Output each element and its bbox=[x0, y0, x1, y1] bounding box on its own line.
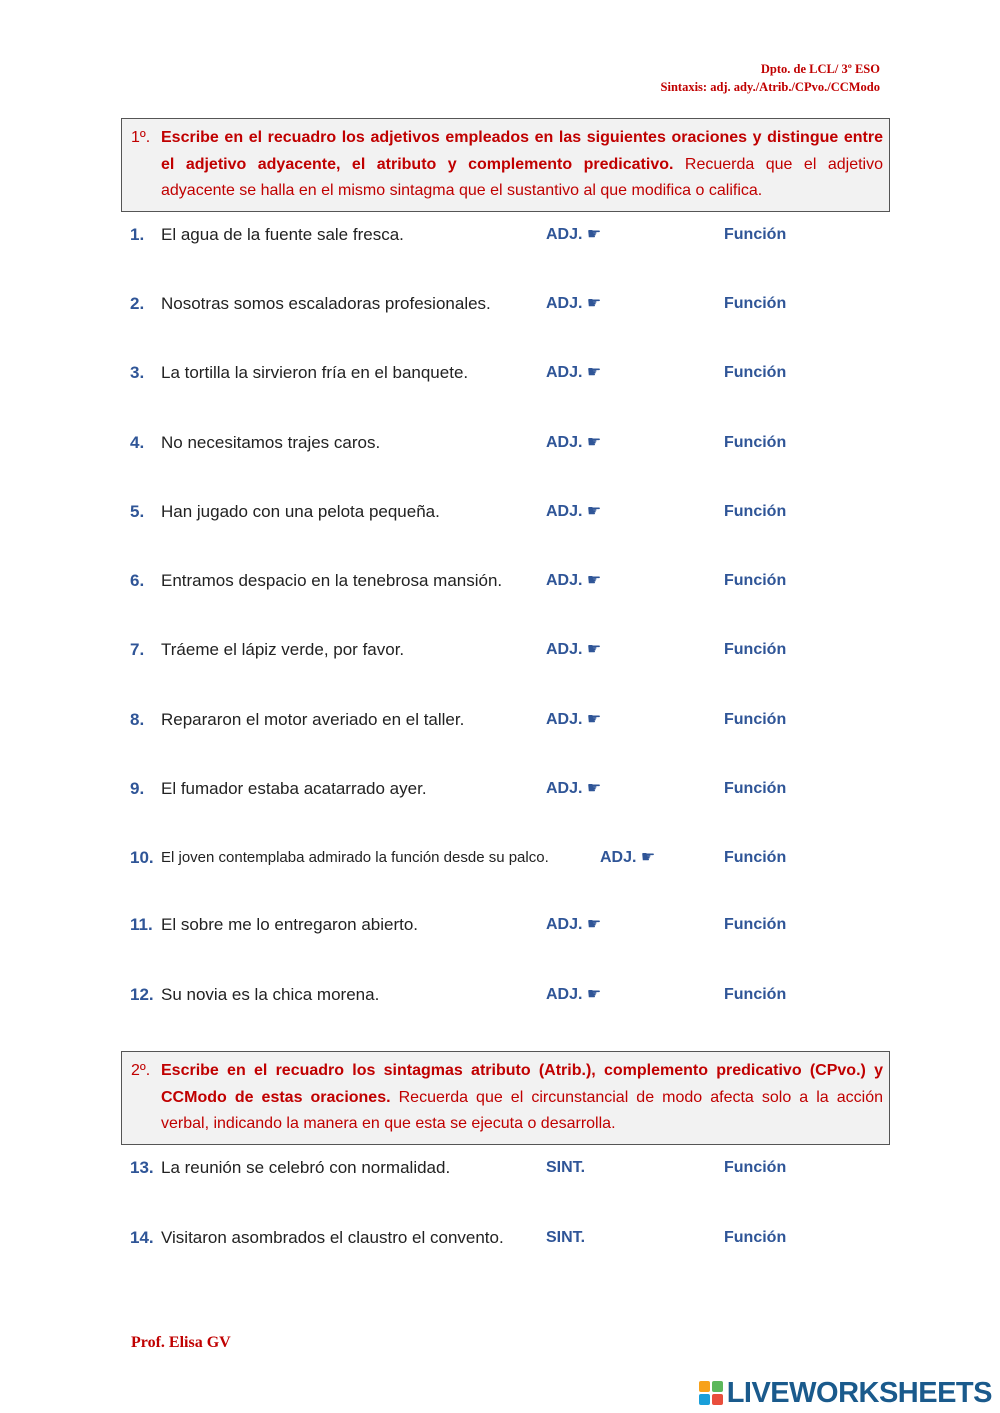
list-item bbox=[130, 361, 890, 385]
liveworksheets-icon bbox=[699, 1381, 723, 1405]
function-answer-field[interactable]: Función bbox=[724, 986, 787, 1003]
instruction-text bbox=[161, 125, 883, 205]
item-sentence: El joven contemplaba admirado la función desde su palco. bbox=[161, 849, 549, 866]
instruction-plain: Recuerda que el adjetivo adyacente se halla en el mismo sintagma que el sustantivo al que modifica o califica. bbox=[161, 155, 883, 199]
adj-answer-field[interactable]: ADJ. ☛ bbox=[546, 295, 602, 312]
item-number: 3. bbox=[130, 363, 145, 382]
item-number: 7. bbox=[130, 640, 145, 659]
liveworksheets-text: LIVEWORKSHEETS bbox=[726, 1376, 992, 1409]
item-number: 1. bbox=[130, 225, 145, 244]
liveworksheets-logo[interactable] bbox=[699, 1377, 992, 1409]
function-answer-field[interactable]: Función bbox=[724, 503, 787, 520]
item-sentence: Tráeme el lápiz verde, por favor. bbox=[161, 640, 405, 659]
sint-answer-field[interactable]: SINT. bbox=[546, 1229, 586, 1246]
adj-answer-field[interactable]: ADJ. ☛ bbox=[600, 849, 656, 866]
instruction-text bbox=[161, 1058, 883, 1138]
item-sentence: Nosotras somos escaladoras profesionales. bbox=[161, 294, 491, 313]
function-answer-field[interactable]: Función bbox=[724, 641, 787, 658]
instruction-bold: Escribe en el recuadro los sintagmas atributo (Atrib.), complemento predicativo (CPvo.) y CCModo de estas oraciones. bbox=[161, 1062, 883, 1106]
list-item bbox=[130, 983, 890, 1007]
list-item bbox=[130, 1226, 890, 1250]
header-department: Dpto. de LCL/ 3º ESO bbox=[760, 62, 880, 76]
adj-answer-field[interactable]: ADJ. ☛ bbox=[546, 434, 602, 451]
function-answer-field[interactable]: Función bbox=[724, 916, 787, 933]
instructions-box-2 bbox=[121, 1051, 890, 1145]
function-answer-field[interactable]: Función bbox=[724, 226, 787, 243]
list-item bbox=[130, 708, 890, 732]
item-sentence: Han jugado con una pelota pequeña. bbox=[161, 502, 440, 521]
function-answer-field[interactable]: Función bbox=[724, 364, 787, 381]
item-number: 9. bbox=[130, 779, 145, 798]
item-sentence: Su novia es la chica morena. bbox=[161, 985, 380, 1004]
item-number: 14. bbox=[130, 1228, 154, 1247]
instruction-number: 2º. bbox=[131, 1062, 151, 1079]
list-item bbox=[130, 431, 890, 455]
adj-answer-field[interactable]: ADJ. ☛ bbox=[546, 711, 602, 728]
author-footer: Prof. Elisa GV bbox=[131, 1334, 231, 1351]
function-answer-field[interactable]: Función bbox=[724, 711, 787, 728]
function-answer-field[interactable]: Función bbox=[724, 434, 787, 451]
header-topic: Sintaxis: adj. ady./Atrib./CPvo./CCModo bbox=[660, 80, 880, 94]
function-answer-field[interactable]: Función bbox=[724, 1229, 787, 1246]
adj-answer-field[interactable]: ADJ. ☛ bbox=[546, 780, 602, 797]
function-answer-field[interactable]: Función bbox=[724, 780, 787, 797]
adj-answer-field[interactable]: ADJ. ☛ bbox=[546, 641, 602, 658]
item-number: 10. bbox=[130, 848, 154, 867]
function-answer-field[interactable]: Función bbox=[724, 572, 787, 589]
item-sentence: El sobre me lo entregaron abierto. bbox=[161, 915, 419, 934]
item-sentence: La reunión se celebró con normalidad. bbox=[161, 1158, 451, 1177]
item-number: 5. bbox=[130, 502, 145, 521]
list-item bbox=[130, 1156, 890, 1180]
function-answer-field[interactable]: Función bbox=[724, 295, 787, 312]
item-number: 2. bbox=[130, 294, 145, 313]
instruction-plain: Recuerda que el circunstancial de modo afecta solo a la acción verbal, indicando la manera en que esta se ejecuta o desarrolla. bbox=[161, 1088, 884, 1132]
item-number: 8. bbox=[130, 710, 145, 729]
list-item bbox=[130, 777, 890, 801]
list-item bbox=[130, 223, 890, 247]
item-sentence: El fumador estaba acatarrado ayer. bbox=[161, 779, 427, 798]
item-sentence: Visitaron asombrados el claustro el convento. bbox=[161, 1228, 504, 1247]
item-sentence: La tortilla la sirvieron fría en el banquete. bbox=[161, 363, 469, 382]
instruction-number: 1º. bbox=[131, 129, 151, 146]
instructions-box-1 bbox=[121, 118, 890, 212]
item-sentence: El agua de la fuente sale fresca. bbox=[161, 225, 404, 244]
item-number: 13. bbox=[130, 1158, 154, 1177]
item-sentence: Repararon el motor averiado en el taller. bbox=[161, 710, 465, 729]
adj-answer-field[interactable]: ADJ. ☛ bbox=[546, 503, 602, 520]
list-item bbox=[130, 913, 890, 937]
item-number: 12. bbox=[130, 985, 154, 1004]
adj-answer-field[interactable]: ADJ. ☛ bbox=[546, 226, 602, 243]
list-item bbox=[130, 569, 890, 593]
adj-answer-field[interactable]: ADJ. ☛ bbox=[546, 364, 602, 381]
item-sentence: Entramos despacio en la tenebrosa mansión. bbox=[161, 571, 503, 590]
adj-answer-field[interactable]: ADJ. ☛ bbox=[546, 986, 602, 1003]
item-number: 4. bbox=[130, 433, 145, 452]
instruction-bold: Escribe en el recuadro los adjetivos empleados en las siguientes oraciones y distingue entre el adjetivo adyacente, el atributo y complemento predicativo. bbox=[161, 129, 883, 173]
adj-answer-field[interactable]: ADJ. ☛ bbox=[546, 572, 602, 589]
function-answer-field[interactable]: Función bbox=[724, 849, 787, 866]
list-item bbox=[130, 292, 890, 316]
item-sentence: No necesitamos trajes caros. bbox=[161, 433, 381, 452]
sint-answer-field[interactable]: SINT. bbox=[546, 1159, 586, 1176]
list-item bbox=[130, 846, 890, 870]
adj-answer-field[interactable]: ADJ. ☛ bbox=[546, 916, 602, 933]
function-answer-field[interactable]: Función bbox=[724, 1159, 787, 1176]
list-item bbox=[130, 500, 890, 524]
item-number: 6. bbox=[130, 571, 145, 590]
item-number: 11. bbox=[130, 915, 153, 934]
page-header bbox=[661, 60, 880, 96]
list-item bbox=[130, 638, 890, 662]
